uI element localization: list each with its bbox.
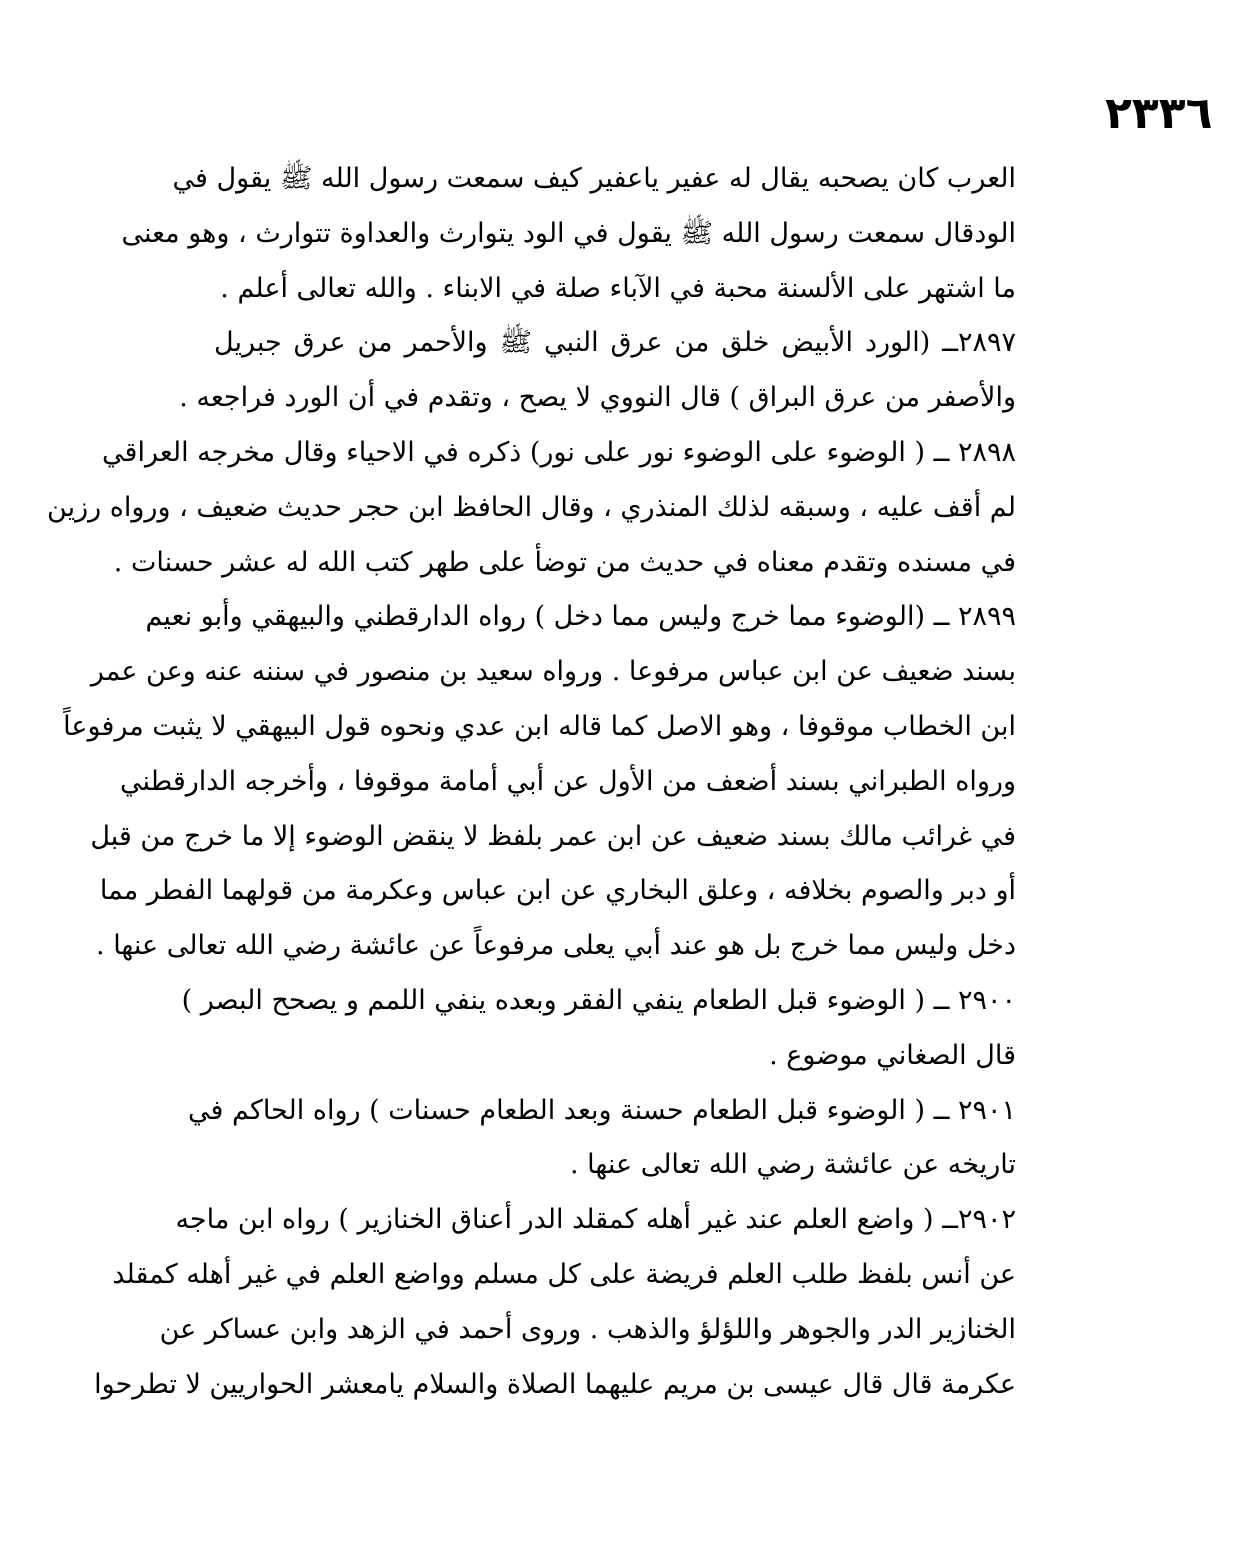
text-line: في غرائب مالك بسند ضعيف عن ابن عمر بلفظ لا ينقض الوضوء إلا ما خرج من قبل bbox=[90, 820, 1016, 852]
text-line: الخنازير الدر والجوهر واللؤلؤ والذهب . وروى أحمد في الزهد وابن عساكر عن bbox=[159, 1313, 1016, 1345]
text-line: ورواه الطبراني بسند أضعف من الأول عن أبي أمامة موقوفا ، وأخرجه الدارقطني bbox=[120, 765, 1016, 797]
text-line: ابن الخطاب موقوفا ، وهو الاصل كما قاله ابن عدي ونحوه قول البيهقي لا يثبت مرفوعاً bbox=[63, 710, 1016, 742]
text-line: عكرمة قال قال عيسى بن مريم عليهما الصلاة والسلام يامعشر الحواريين لا تطرحوا bbox=[94, 1368, 1016, 1400]
hadith-entry-2901: ٢٩٠١ ــ ( الوضوء قبل الطعام حسنة وبعد الطعام حسنات ) رواه الحاكم في bbox=[188, 1094, 1016, 1126]
hadith-entry-2898: ٢٨٩٨ ــ ( الوضوء على الوضوء نور على نور) ذكره في الاحياء وقال مخرجه العراقي bbox=[102, 436, 1016, 468]
text-line: بسند ضعيف عن ابن عباس مرفوعا . ورواه سعيد بن منصور في سننه عنه وعن عمر bbox=[90, 656, 1016, 688]
hadith-entry-2902: ٢٩٠٢ــ ( واضع العلم عند غير أهله كمقلد الدر أعناق الخنازير ) رواه ابن ماجه bbox=[175, 1204, 1016, 1236]
hadith-entry-2900: ٢٩٠٠ ــ ( الوضوء قبل الطعام ينفي الفقر وبعده ينفي اللمم و يصحح البصر ) bbox=[181, 984, 1016, 1016]
text-line: الودقال سمعت رسول الله ﷺ يقول في الود يتوارث والعداوة تتوارث ، وهو معنى bbox=[121, 217, 1016, 249]
text-line: تاريخه عن عائشة رضي الله تعالى عنها . bbox=[570, 1149, 1016, 1181]
hadith-entry-2897: ٢٨٩٧ــ (الورد الأبيض خلق من عرق النبي ﷺ والأحمر من عرق جبريل bbox=[214, 327, 1016, 359]
page-number: ٢٣٣٦ bbox=[1105, 88, 1213, 139]
text-line: قال الصغاني موضوع . bbox=[769, 1039, 1016, 1071]
text-line: والأصفر من عرق البراق ) قال النووي لا يصح ، وتقدم في أن الورد فراجعه . bbox=[179, 382, 1016, 414]
text-line: لم أقف عليه ، وسبقه لذلك المنذري ، وقال الحافظ ابن حجر حديث ضعيف ، ورواه رزين bbox=[47, 491, 1016, 523]
text-line: ما اشتهر على الألسنة محبة في الآباء صلة في الابناء . والله تعالى أعلم . bbox=[220, 272, 1016, 304]
text-line: في مسنده وتقدم معناه في حديث من توضأ على طهر كتب الله له عشر حسنات . bbox=[113, 546, 1016, 578]
text-line: عن أنس بلفظ طلب العلم فريضة على كل مسلم وواضع العلم في غير أهله كمقلد bbox=[112, 1258, 1016, 1290]
hadith-entry-2899: ٢٨٩٩ ــ (الوضوء مما خرج وليس مما دخل ) رواه الدارقطني والبيهقي وأبو نعيم bbox=[145, 601, 1016, 633]
body-text bbox=[47, 152, 1016, 1412]
text-line: العرب كان يصحبه يقال له عفير ياعفير كيف سمعت رسول الله ﷺ يقول في bbox=[172, 163, 1016, 194]
text-line: دخل وليس مما خرج بل هو عند أبي يعلى مرفوعاً عن عائشة رضي الله تعالى عنها . bbox=[96, 930, 1016, 962]
text-line: أو دبر والصوم بخلافه ، وعلق البخاري عن ابن عباس وعكرمة من قولهما الفطر مما bbox=[99, 875, 1016, 907]
